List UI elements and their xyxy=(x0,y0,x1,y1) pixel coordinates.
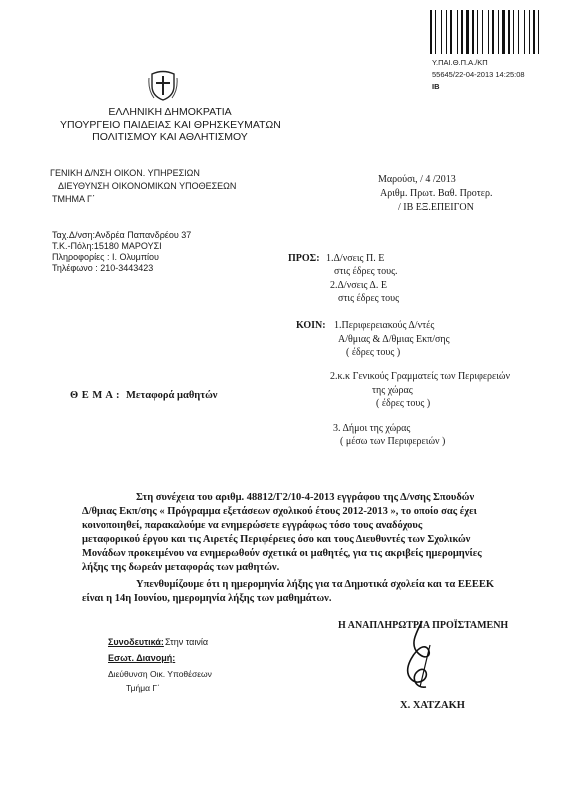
body-line-6: λήξης της δωρεάν μεταφοράς των μαθητών. xyxy=(82,562,280,573)
barcode-bar xyxy=(498,10,499,54)
koin-item-1-detail: Α/θμιας & Δ/θμιας Εκπ/σης xyxy=(338,334,450,345)
barcode-bar xyxy=(470,10,471,54)
barcode-bar xyxy=(500,10,501,54)
barcode-bar xyxy=(506,10,507,54)
barcode-bar xyxy=(533,10,535,54)
barcode-bar xyxy=(536,10,537,54)
protocol-line: Αριθμ. Πρωτ. Βαθ. Προτερ. xyxy=(380,188,493,199)
barcode-bar xyxy=(511,10,512,54)
republic-title: ΕΛΛΗΝΙΚΗ ΔΗΜΟΚΡΑΤΙΑ xyxy=(108,106,232,118)
stamp-line-3: ΙΒ xyxy=(432,82,440,91)
barcode-bar xyxy=(513,10,514,54)
barcode-bar xyxy=(453,10,456,54)
barcode-bar xyxy=(515,10,517,54)
body-line-7: Υπενθυμίζουμε ότι η ημερομηνία λήξης για τα Δημοτικά σχολεία και τα ΕΕΕΕΚ xyxy=(136,579,495,590)
department-line-2: ΔΙΕΥΘΥΝΣΗ ΟΙΚΟΝΟΜΙΚΩΝ ΥΠΟΘΕΣΕΩΝ xyxy=(58,181,237,191)
body-line-1: Στη συνέχεια του αριθμ. 48812/Γ2/10-4-2013 εγγράφου της Δ/νσης Σπουδών xyxy=(136,492,475,503)
barcode-bar xyxy=(450,10,452,54)
barcode-bar xyxy=(448,10,449,54)
pros-label: ΠΡΟΣ: xyxy=(288,253,320,264)
body-line-3: κοινοποιηθεί, παρακαλούμε να ενημερώσετε εγγράφως τόσο τους αναδόχους xyxy=(82,520,423,531)
pros-item-1: 1.Δ/νσεις Π. Ε xyxy=(326,253,385,264)
koin-item-2: 2.κ.κ Γενικούς Γραμματείς των Περιφερειών xyxy=(330,371,511,382)
contact-address: Ταχ.Δ/νση:Ανδρέα Παπανδρέου 37 xyxy=(52,230,192,240)
department-line-3: ΤΜΗΜΑ Γ΄ xyxy=(52,194,95,204)
internal-distribution-label: Εσωτ. Διανομή: xyxy=(108,653,176,663)
barcode-bar xyxy=(490,10,491,54)
barcode-bar xyxy=(531,10,532,54)
barcode-bar xyxy=(538,10,539,54)
contact-info: Πληροφορίες : Ι. Ολυμπίου xyxy=(52,252,159,262)
coat-of-arms-icon xyxy=(148,68,178,102)
body-line-8: είναι η 14η Ιουνίου, ημερομηνία λήξης των μαθημάτων. xyxy=(82,593,332,604)
protocol-number: / ΙΒ ΕΞ.ΕΠΕΙΓΟΝ xyxy=(398,202,474,213)
barcode-bar xyxy=(464,10,465,54)
koin-item-2-detail: της χώρας xyxy=(372,385,413,396)
barcode-bar xyxy=(461,10,463,54)
barcode-bar xyxy=(479,10,481,54)
barcode-bar xyxy=(472,10,474,54)
body-line-2: Δ/θμιας Εκπ/σης « Πρόγραμμα εξετάσεων σχολικού έτους 2012-2013 », το οποίο σας έχει xyxy=(82,506,477,517)
barcode xyxy=(430,10,558,54)
barcode-bar xyxy=(508,10,510,54)
koin-item-3: 3. Δήμοι της χώρας xyxy=(333,423,411,434)
barcode-bar xyxy=(540,10,543,54)
barcode-bar xyxy=(441,10,442,54)
barcode-bar xyxy=(482,10,483,54)
barcode-bar xyxy=(475,10,476,54)
stamp-line-2: 55645/22-04-2013 14:25:08 xyxy=(432,70,525,79)
barcode-bar xyxy=(459,10,460,54)
pros-item-2-note: στις έδρες τους xyxy=(338,293,400,304)
koin-item-2-note: ( έδρες τους ) xyxy=(376,398,431,409)
koin-item-1-note: ( έδρες τους ) xyxy=(346,347,401,358)
barcode-bar xyxy=(492,10,494,54)
pros-item-2: 2.Δ/νσεις Δ. Ε xyxy=(330,280,387,291)
department-line-1: ΓΕΝΙΚΗ Δ/ΝΣΗ ΟΙΚΟΝ. ΥΠΗΡΕΣΙΩΝ xyxy=(50,168,200,178)
ministry-line-2: ΠΟΛΙΤΙΣΜΟΥ ΚΑΙ ΑΘΛΗΤΙΣΜΟΥ xyxy=(92,131,248,143)
attachments-value: Στην ταινία xyxy=(165,637,209,647)
barcode-bar xyxy=(526,10,528,54)
internal-distribution-1: Διεύθυνση Οικ. Υποθέσεων xyxy=(108,669,212,679)
barcode-bar xyxy=(466,10,469,54)
barcode-bar xyxy=(435,10,436,54)
contact-phone: Τηλέφωνο : 210-3443423 xyxy=(52,263,154,273)
koin-item-3-note: ( μέσω των Περιφερειών ) xyxy=(340,436,446,447)
date-line: Μαρούσι, / 4 /2013 xyxy=(378,174,456,185)
body-line-4: μεταφορικού έργου και τις Αιρετές Περιφέρειες όσο και τους Διευθυντές των Σχολικών xyxy=(82,534,471,545)
barcode-bar xyxy=(518,10,519,54)
body-line-5: Μονάδων προκειμένου να ενημερωθούν σχετικά οι μαθητές, για τις ακριβείς ημερομηνίες xyxy=(82,548,482,559)
barcode-bar xyxy=(443,10,445,54)
subject-text: Μεταφορά μαθητών xyxy=(126,390,218,401)
barcode-bar xyxy=(524,10,525,54)
subject-label: Θ Ε Μ Α : xyxy=(70,390,121,401)
barcode-bar xyxy=(529,10,530,54)
internal-distribution-2: Τμήμα Γ΄ xyxy=(126,683,160,693)
barcode-bar xyxy=(488,10,489,54)
koin-label: ΚΟΙΝ: xyxy=(296,320,326,331)
barcode-bar xyxy=(437,10,440,54)
ministry-line-1: ΥΠΟΥΡΓΕΙΟ ΠΑΙΔΕΙΑΣ ΚΑΙ ΘΡΗΣΚΕΥΜΑΤΩΝ xyxy=(60,119,281,131)
barcode-bar xyxy=(520,10,523,54)
barcode-bar xyxy=(457,10,458,54)
pros-item-1-note: στις έδρες τους. xyxy=(334,266,398,277)
barcode-bar xyxy=(430,10,432,54)
contact-city: Τ.Κ.-Πόλη:15180 ΜΑΡΟΥΣΙ xyxy=(52,241,162,251)
barcode-bar xyxy=(502,10,505,54)
barcode-bar xyxy=(433,10,434,54)
barcode-bar xyxy=(484,10,487,54)
barcode-bar xyxy=(446,10,447,54)
signatory-name: Χ. ΧΑΤΖΑΚΗ xyxy=(400,700,465,711)
handwritten-signature-icon xyxy=(360,615,480,695)
stamp-line-1: Υ.ΠΑΙ.Θ.Π.Α./ΚΠ xyxy=(432,58,488,67)
signatory-title: Η ΑΝΑΠΛΗΡΩΤΡΙΑ ΠΡΟΪΣΤΑΜΕΝΗ xyxy=(338,620,509,631)
barcode-bar xyxy=(495,10,497,54)
barcode-bar xyxy=(477,10,478,54)
attachments-label: Συνοδευτικά: xyxy=(108,637,164,647)
koin-item-1: 1.Περιφερειακούς Δ/ντές xyxy=(334,320,435,331)
